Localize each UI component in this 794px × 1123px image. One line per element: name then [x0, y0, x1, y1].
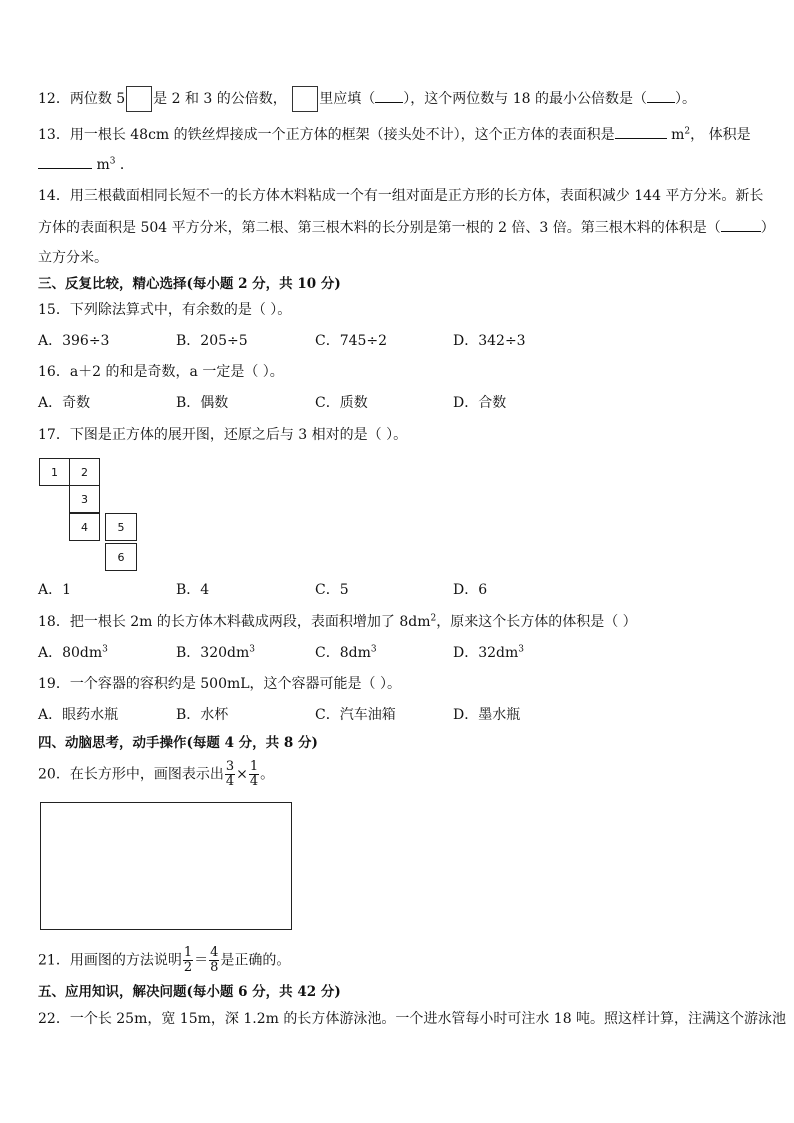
q12-fill-box: [292, 86, 318, 112]
q18-option-a-exp: 3: [102, 644, 108, 655]
question-14-line-1: [38, 186, 764, 206]
q21-text-b: 是正确的。: [220, 952, 291, 969]
q18-option-a-text: A．80dm: [38, 645, 103, 661]
q12-text-c: 里应填（: [319, 91, 376, 107]
net-cell-5: 5: [105, 513, 137, 541]
section-3-heading: 三、反复比较，精心选择(每小题 2 分，共 10 分): [38, 276, 341, 292]
net-cell-4: 4: [69, 513, 100, 541]
q20-fraction-2: [249, 760, 259, 789]
q13-text-a: 13．用一根长 48cm 的铁丝焊接成一个正方体的框架（接头处不计），这个正方体的表面积是: [38, 127, 615, 143]
net-cell-6: 6: [105, 543, 137, 571]
q21-f1-num: 1: [183, 945, 193, 960]
q16-option-d: D．合数: [453, 395, 507, 411]
q12-text-b: 是 2 和 3 的公倍数，: [153, 91, 287, 107]
q20-text-b: 。: [260, 766, 275, 783]
q15-option-a: A．396÷3: [38, 333, 110, 349]
question-17: 17．下图是正方体的展开图，还原之后与 3 相对的是（ ）。: [38, 427, 408, 443]
net-cell-1: 1: [39, 458, 70, 486]
question-13-line-2: [38, 154, 756, 175]
q18-option-a: [38, 643, 108, 663]
question-13-line-1: [38, 124, 756, 145]
q19-option-c: C．汽车油箱: [315, 707, 396, 723]
question-20: [38, 760, 756, 789]
q14-blank: [721, 217, 761, 232]
question-15: 15．下列除法算式中，有余数的是（ ）。: [38, 302, 292, 318]
q21-fraction-2: [209, 946, 219, 975]
q15-option-c: C．745÷2: [315, 333, 388, 349]
question-22: 22．一个长 25m，宽 15m，深 1.2m 的长方体游泳池。一个进水管每小时可注水 18 吨。照这样计算，注满这个游泳池: [38, 1011, 787, 1027]
q18-text-b: ，原来这个长方体的体积是（ ）: [436, 614, 637, 630]
q20-f2-den: 4: [249, 774, 259, 789]
section-5-heading: 五、应用知识，解决问题(每小题 6 分，共 42 分): [38, 984, 341, 1000]
q20-fraction-1: [225, 760, 235, 789]
q21-fraction-1: [183, 946, 193, 975]
q13-text-e: ．: [115, 157, 134, 173]
question-14-line-2: [38, 217, 775, 238]
q20-drawing-rectangle: [40, 802, 292, 930]
q18-exp: 2: [430, 613, 437, 624]
q13-unit-volume: m: [92, 157, 110, 173]
q19-option-d: D．墨水瓶: [453, 707, 521, 723]
q20-text-a: 20．在长方形中，画图表示出: [38, 766, 224, 783]
q13-blank-volume: [38, 154, 92, 169]
q19-option-b: B．水杯: [176, 707, 229, 723]
q14-text-2a: 方体的表面积是 504 平方分米，第二根、第三根木料的长分别是第一根的 2 倍、3 倍。第三根木料的体积是（: [38, 220, 721, 236]
q16-option-c: C．质数: [315, 395, 368, 411]
q18-text-a: 18．把一根长 2m 的长方体木料截成两段，表面积增加了 8dm: [38, 614, 431, 630]
section-4-heading: 四、动脑思考，动手操作(每题 4 分，共 8 分): [38, 735, 318, 751]
q12-blank-1: [375, 88, 403, 103]
q12-text-e: ）。: [674, 91, 696, 107]
q15-option-d: D．342÷3: [453, 333, 526, 349]
q18-option-b-text: B．320dm: [176, 645, 250, 661]
question-12: [38, 86, 756, 112]
q19-option-a: A．眼药水瓶: [38, 707, 119, 723]
q20-f2-num: 1: [249, 759, 259, 774]
q12-digit-box: [126, 86, 152, 112]
q13-unit-area: m: [666, 127, 685, 143]
q21-f2-num: 4: [210, 945, 219, 960]
q21-text-a: 21．用画图的方法说明: [38, 952, 182, 969]
q14-text-2b: ）: [760, 220, 775, 236]
q17-option-d: D．6: [453, 582, 488, 598]
q13-unit-area-exp: 2: [684, 126, 691, 137]
q21-equals: ＝: [194, 952, 209, 969]
q17-option-b: B．4: [176, 582, 210, 598]
q18-option-c: [315, 643, 377, 663]
question-18: [38, 612, 756, 632]
q18-option-d-text: D．32dm: [453, 645, 519, 661]
q20-times: ×: [236, 766, 248, 783]
question-21: [38, 946, 756, 975]
q18-option-b: [176, 643, 255, 663]
q13-text-c: ， 体积是: [690, 127, 751, 143]
q16-option-a: A．奇数: [38, 395, 91, 411]
q20-f1-den: 4: [225, 774, 235, 789]
q12-text-a: 12．两位数 5: [38, 91, 126, 107]
q21-f1-den: 2: [183, 960, 193, 975]
q18-option-c-text: C．8dm: [315, 645, 371, 661]
q12-text-d: ），这个两位数与 18 的最小公倍数是（: [403, 91, 647, 107]
q12-blank-2: [647, 88, 675, 103]
question-14-line-3: [38, 248, 756, 268]
q17-option-c: C．5: [315, 582, 349, 598]
q20-f1-num: 3: [225, 759, 235, 774]
q18-option-d: [453, 643, 524, 663]
q16-option-b: B．偶数: [176, 395, 229, 411]
q17-option-a: A．1: [38, 582, 72, 598]
question-19: 19．一个容器的容积约是 500mL，这个容器可能是（ ）。: [38, 676, 402, 692]
q21-f2-den: 8: [210, 960, 219, 975]
net-cell-3: 3: [69, 485, 100, 513]
q13-unit-volume-exp: 3: [109, 156, 116, 167]
q15-option-b: B．205÷5: [176, 333, 248, 349]
q14-text-3: 立方分米。: [38, 250, 108, 266]
q14-text-1: 14．用三根截面相同长短不一的长方体木料粘成一个有一组对面是正方形的长方体，表面积减少 144 平方分米。新长: [38, 188, 764, 204]
q13-blank-area: [615, 124, 667, 139]
q18-option-c-exp: 3: [370, 644, 377, 655]
net-cell-2: 2: [69, 458, 100, 486]
question-16: 16．a＋2 的和是奇数，a 一定是（ ）。: [38, 364, 284, 380]
q18-option-d-exp: 3: [518, 644, 525, 655]
q18-option-b-exp: 3: [249, 644, 255, 655]
